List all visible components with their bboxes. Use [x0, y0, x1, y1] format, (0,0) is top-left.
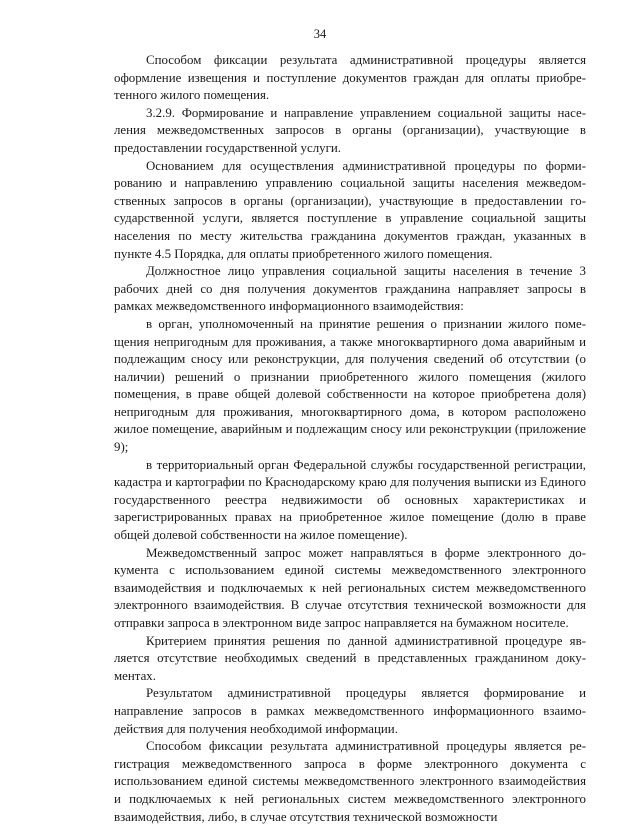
- paragraph-electronic-request: Межведомственный запрос может направляться в форме электронного документа с использованием единой системы межведомственного электронного взаимодействия и подключаемых к ней региональных систем межведомственного электронного взаимодействия. В случае отсутствия технической возможности для отправки запроса в электронном виде запрос направляется на бумажном носителе.: [114, 545, 586, 630]
- page-number: 34: [313, 27, 327, 41]
- paragraph-grounds: Основанием для осуществления административной процедуры по формированию и направлению управлению социальной защиты населения межведомственных запросов в органы (организации), участвующие в предоставлении государственной услуги, является поступление в управление социальной защиты населения по месту жительства гражданина документов граждан, указанных в пункте 4.5 Порядка, для оплаты приобретенного жилого помещения.: [114, 158, 586, 261]
- paragraph-section-3-2-9: 3.2.9. Формирование и направление управлением социальной защиты населения межведомственных запросов в органы (организации), участвующие в предоставлении государственной услуги.: [114, 105, 586, 155]
- paragraph-rosreestr: в территориальный орган Федеральной службы государственной регистрации, кадастра и картографии по Краснодарскому краю для получения выписки из Единого государственного реестра недвижимости об основных характеристиках и зарегистрированных правах на приобретенное жилое помещение (долю в праве общей долевой собственности на жилое помещение).: [114, 457, 586, 543]
- paragraph-fixation-registration: Способом фиксации результата административной процедуры является регистрация межведомственного запроса в форме электронного документа с использованием единой системы межведомственного электронного взаимодействия и подключаемых к ней региональных систем межведомственного электронного взаимодействия, либо, в случае отсутствия технической возможности: [114, 739, 586, 824]
- paragraph-housing-authority: в орган, уполномоченный на принятие решения о признании жилого помещения непригодным для проживания, а также многоквартирного дома аварийным и подлежащим сносу или реконструкции, для получения сведений об отсутствии (о наличии) решений о признании приобретенного жилого помещения (жилого помещения, в праве общей долевой собственности на которое приобретена доля) непригодным для проживания, многоквартирного дома, в котором расположено жилое помещение, аварийным и подлежащим сносу или реконструкции (приложение 9);: [114, 316, 586, 455]
- document-body: [114, 52, 586, 826]
- paragraph-decision-criterion: Критерием принятия решения по данной административной процедуре является отсутствие необходимых сведений в представленных гражданином документах.: [114, 633, 586, 683]
- paragraph-fixation-notice: Способом фиксации результата административной процедуры является оформление извещения и поступление документов граждан для оплаты приобретенного жилого помещения.: [114, 53, 586, 103]
- paragraph-official-requests: Должностное лицо управления социальной защиты населения в течение 3 рабочих дней со дня получения документов гражданина направляет запросы в рамках межведомственного информационного взаимодействия:: [114, 264, 586, 314]
- paragraph-result: Результатом административной процедуры является формирование и направление запросов в рамках межведомственного информационного взаимодействия для получения необходимой информации.: [114, 686, 586, 736]
